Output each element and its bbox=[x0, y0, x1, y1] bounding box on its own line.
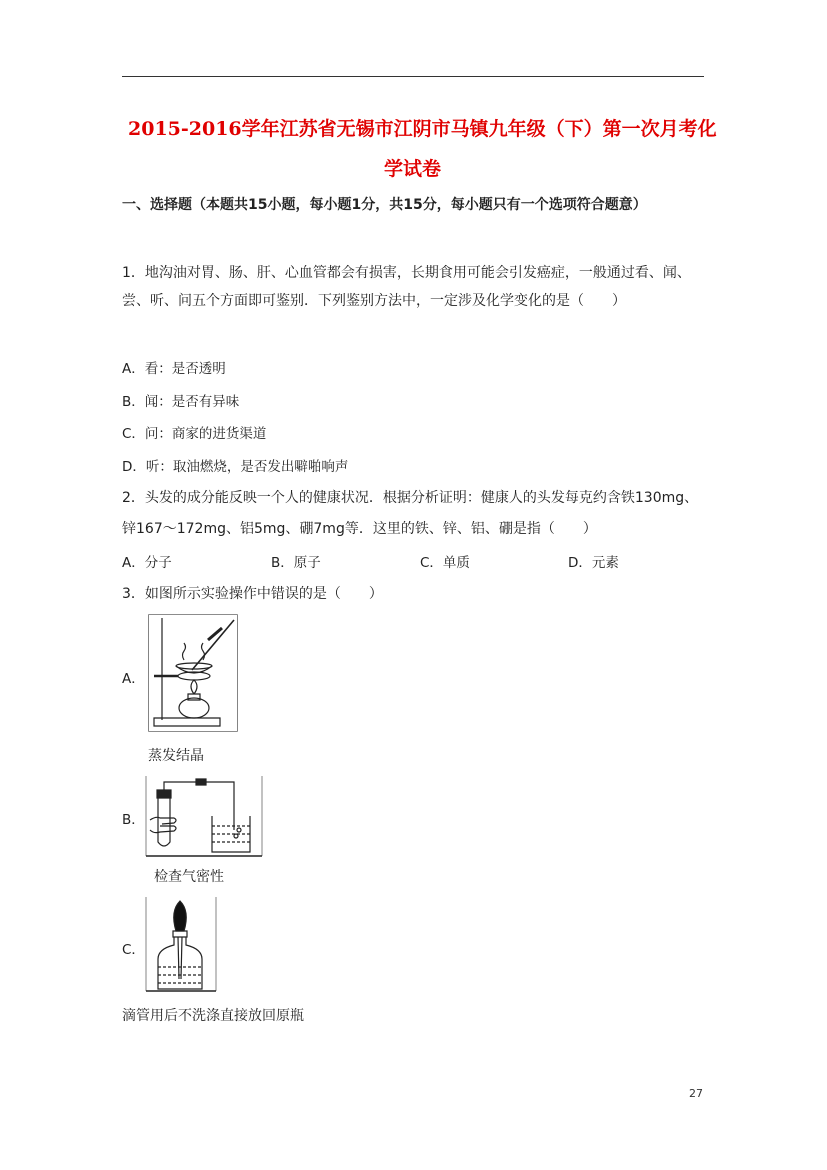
question-2-line-1: 2．头发的成分能反映一个人的健康状况．根据分析证明：健康人的头发每克约含铁130mg、 bbox=[122, 490, 699, 506]
question-1-line-1: 1．地沟油对胃、肠、肝、心血管都会有损害，长期食用可能会引发癌症，一般通过看、闻、 bbox=[122, 265, 691, 281]
airtightness-check-figure bbox=[146, 776, 264, 858]
question-3-option-b-letter: B． bbox=[122, 812, 145, 828]
question-3-option-c-caption: 滴管用后不洗涤直接放回原瓶 bbox=[122, 1008, 304, 1024]
evaporation-apparatus-figure bbox=[148, 614, 238, 732]
page-title-line-2: 学试卷 bbox=[384, 158, 442, 180]
question-2-option-c: C．单质 bbox=[420, 555, 470, 571]
page-number: 27 bbox=[689, 1087, 703, 1100]
question-3-option-b-caption: 检查气密性 bbox=[154, 869, 224, 885]
question-3-option-c-letter: C． bbox=[122, 942, 145, 958]
question-1-option-b: B．闻：是否有异味 bbox=[122, 394, 240, 410]
dropper-bottle-figure bbox=[146, 897, 218, 993]
question-3-stem: 3．如图所示实验操作中错误的是（ ） bbox=[122, 586, 383, 602]
question-2-option-a: A．分子 bbox=[122, 555, 172, 571]
question-1-option-a: A．看：是否透明 bbox=[122, 361, 226, 377]
section-heading: 一、选择题（本题共15小题，每小题1分，共15分，每小题只有一个选项符合题意） bbox=[122, 197, 647, 213]
header-rule bbox=[122, 76, 704, 77]
question-3-option-a-letter: A． bbox=[122, 671, 145, 687]
question-2-line-2: 锌167～172mg、铝5mg、硼7mg等．这里的铁、锌、铝、硼是指（ ） bbox=[122, 521, 597, 537]
question-2-option-b: B．原子 bbox=[271, 555, 321, 571]
question-1-line-2: 尝、听、问五个方面即可鉴别．下列鉴别方法中，一定涉及化学变化的是（ ） bbox=[122, 293, 626, 309]
question-1-option-c: C．问：商家的进货渠道 bbox=[122, 426, 267, 442]
question-2-option-d: D．元素 bbox=[568, 555, 619, 571]
question-1-option-d: D．听：取油燃烧，是否发出噼啪响声 bbox=[122, 459, 349, 475]
question-3-option-a-caption: 蒸发结晶 bbox=[148, 748, 204, 764]
page-title-line-1: 2015-2016学年江苏省无锡市江阴市马镇九年级（下）第一次月考化 bbox=[128, 118, 717, 140]
